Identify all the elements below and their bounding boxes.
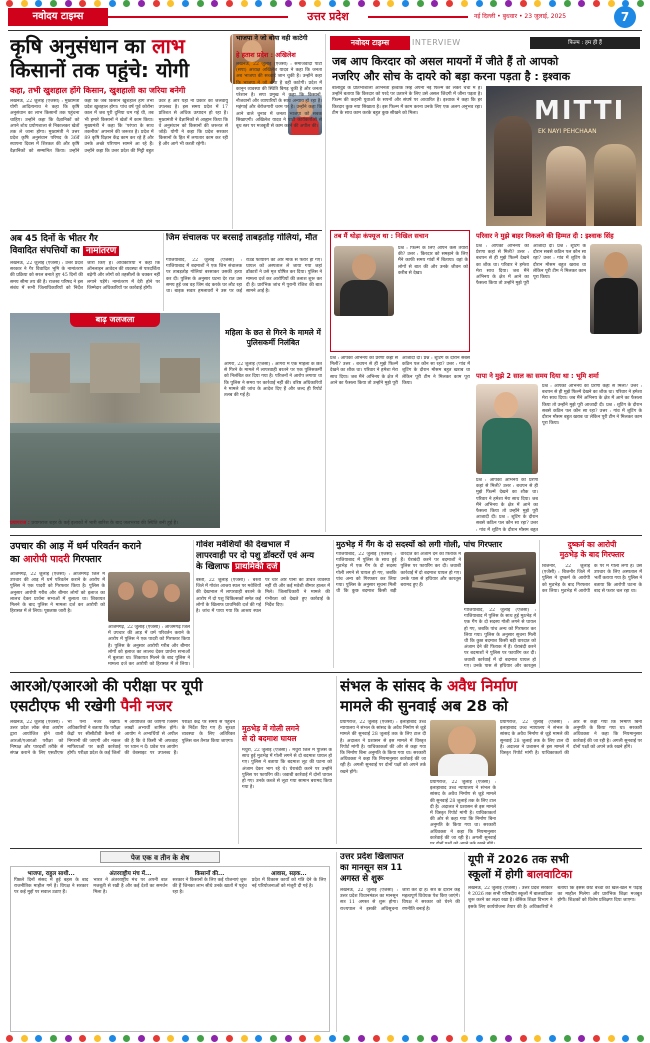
dispute-body: लखनऊ, 22 जुलाई (एजेंसी) : उत्तर प्रदेश सरकार ने गैर विवादित भूमि के नामांतरण की प्रक्रिया को सरल बनाते हुए 45 दिनों की समय सीमा तय की है। राजस्व परिषद ने इस संबंध में सभी जिलाधिकारियों को निर्देश जारी किए हैं। अधिकारियों ने कहा कि ऑनलाइन आवेदन की व्यवस्था से पारदर्शिता बढ़ेगी और लोगों को तहसीलों के चक्कर नहीं लगाने पड़ेंगे। नामांतरण में देरी होने पर जिम्मेदार अधिकारियों पर कार्रवाई होगी। [10, 261, 160, 291]
interview-qa-col3: प्रश्न : आपको अभिनय की प्रेरणा कहां से मिली? उत्तर : बचपन से ही मुझे फिल्में देखने का शौक था। परिवार ने हमेशा मेरा साथ दिया। जब मैंने अभिनय के क्षेत्र में आने का फैसला किया तो उन्होंने मुझे पूरी आजादी दी। प्रश्न : शूटिंग के दौरान सबसे कठिन पल कौन सा रहा? उत्तर : गांव में शूटिंग के दौरान मौसम बहुत खराब था लेकिन पूरी टीम ने मिलकर काम पूरा किया। [542, 384, 642, 427]
continued-title: पेज एक व तीन के शेष [100, 851, 220, 863]
lead-headline-highlight: लाभ [152, 34, 185, 58]
continued-item-body: प्रदेश में विकास कार्यों को गति देने के लिए नई परियोजनाओं को मंजूरी दी गई है। [251, 878, 326, 890]
continued-item-title: किसानों की... [194, 871, 225, 877]
bottom-color-dots [0, 1035, 650, 1043]
session-body: लखनऊ, 22 जुलाई (एजेंसी) : उत्तर प्रदेश विधानमंडल का मानसून सत्र 11 अगस्त से शुरू होगा। राज्यपाल ने इसकी अधिसूचना जारी कर दी है। सत्र के दौरान कई महत्वपूर्ण विधेयक पेश किए जाएंगे। विपक्ष ने सरकार को घेरने की रणनीति बनाई है। [340, 888, 460, 912]
cow-body: बस्ती, 22 जुलाई (एजेंसी) : बस्ती जिले में गोवंश आश्रय स्थल पर मवेशियों की देखभाल में लापरवाही बरतने के आरोप में दो पशु चिकित्सकों समेत कई लोगों के खिलाफ प्राथमिकी दर्ज की गई है। जांच में पाया गया कि आश्रय स्थल पर चारे और पानी की उचित व्यवस्था नहीं थी और कई मवेशी बीमार हालत में मिले। जिलाधिकारी ने मामले की गंभीरता को देखते हुए कार्रवाई के निर्देश दिए। [196, 578, 330, 615]
encounter-photo [464, 552, 536, 604]
sambhal-photo [430, 720, 496, 776]
session-headline-line1: उत्तर प्रदेश खिलाफत [340, 852, 404, 862]
injured-headline-line1: मुठभेड़ में गोली लगने [242, 724, 300, 733]
lead-body: लखनऊ, 22 जुलाई (एजेंसी) : मुख्यमंत्री योगी आदित्यनाथ ने कहा कि कृषि अनुसंधान का लाभ किसानों तक पहुंचना चाहिए। उन्होंने कहा कि वैज्ञानिकों को अपने शोध प्रयोगशाला से निकालकर खेतों तक ले जाना होगा। मुख्यमंत्री ने उत्तर प्रदेश कृषि अनुसंधान परिषद के 36वें स्थापना दिवस में शिरकत की और कृषि वैज्ञानिकों को सम्मानित किया। उन्होंने कहा कि जब किसान खुशहाल होंगे तभी प्रदेश खुशहाल होगा। पांच वर्ष पूर्व कोरोना काल में जब पूरी दुनिया थम गई थी, तब भी हमारे किसानों ने खेतों में काम किया। मुख्यमंत्री ने कहा कि 'परंपरा के साथ तकनीक' अपनाने की जरूरत है। प्रदेश में 89 कृषि विज्ञान केंद्र काम कर रहे हैं और उनके अच्छे परिणाम सामने आ रहे हैं। उन्होंने कहा कि उत्तर प्रदेश की मिट्टी बहुत उर्वर है और यहां नौ प्रकार की जलवायु उपलब्ध है। इस समय प्रदेश में 17 प्रतिशत से अधिक उत्पादन हो रहा है। मुख्यमंत्री ने वैज्ञानिकों से आह्वान किया कि वे अनुसंधान को किसानों की जरूरत से जोड़ें। योगी ने कहा कि प्रदेश सरकार किसानों के हित में लगातार काम कर रही है और आगे भी करती रहेगी। [10, 99, 228, 154]
col-divider-3 [193, 540, 194, 668]
cow-headline-line3: के खिलाफ [196, 562, 230, 572]
col-divider-6 [238, 720, 239, 844]
encounter-body-2: गाजियाबाद, 22 जुलाई (एजेंसी) : गाजियाबाद में पुलिस के साथ हुई मुठभेड़ में एक गैंग के दो सदस्य गोली लगने से घायल हो गए, जबकि पांच अन्य को गिरफ्तार कर लिया गया। पुलिस के अनुसार सूचना मिली थी कि कुछ बदमाश किसी बड़ी वारदात को अंजाम देने की फिराक में हैं। घेराबंदी करने पर बदमाशों ने पुलिस पर फायरिंग कर दी। जवाबी कार्रवाई में दो बदमाश घायल हो गए। उनके पास से हथियार और कारतूस [464, 608, 536, 668]
col-divider-7 [336, 676, 337, 844]
continued-item-title: आवास, सड़क... [271, 871, 307, 877]
dispute-headline-line2: विवादित संपत्तियों का [10, 246, 80, 256]
flood-label: बाढ़ जलजला [70, 313, 160, 327]
injured-body: मथुरा, 22 जुलाई (एजेंसी) : मथुरा जिले में पुलिस के साथ हुई मुठभेड़ में गोली लगने से दो बदमाश घायल हो गए। पुलिस ने बताया कि बदमाश लूट की घटना को अंजाम देकर भाग रहे थे। घेराबंदी करने पर उन्होंने पुलिस पर फायरिंग की। जवाबी कार्रवाई में दोनों घायल हो गए। उनके कब्जे से लूटा गया सामान बरामद किया गया है। [242, 748, 332, 791]
cow-headline-line2: लापरवाही पर दो पशु डॉक्टरों एवं अन्य [196, 551, 314, 561]
row-divider-4 [10, 848, 642, 849]
akhilesh-subheadline: हे हताश प्रदेश : अखिलेश [236, 51, 296, 59]
cow-headline-line1: गोवंश मवेशियों की देखभाल में [196, 540, 290, 550]
ishwak-photo [590, 244, 642, 334]
gym-headline: जिम संचालक पर बरसाई ताबड़तोड़ गोलियां, मौत [166, 233, 318, 243]
nikhil-photo [334, 246, 394, 316]
continued-item-title: अंतरराष्ट्रीय मंच में... [109, 871, 152, 877]
conversion-body-2: आजमगढ़, 22 जुलाई (एजेंसी) : आजमगढ़ जिले में उपचार की आड़ में धर्म परिवर्तन कराने के आरोप में पुलिस ने एक पादरी को गिरफ्तार किया है। पुलिस के अनुसार आरोपी गरीब और बीमार लोगों को इलाज का लालच देकर प्रार्थना सभाओं में बुलाता था। शिकायत मिलने के बाद पुलिस ने मामला दर्ज कर आरोपी को हिरासत में ले लिया। [108, 625, 190, 667]
col-divider-8 [336, 852, 337, 1032]
section-title: उत्तर प्रदेश [307, 10, 349, 23]
flood-caption-text: प्रयागराज शहर के कई इलाकों में भारी बारिश के बाद जलभराव की स्थिति बनी हुई है। [31, 521, 179, 526]
col-divider-2 [163, 233, 164, 311]
continued-item [93, 870, 167, 897]
masthead-rule-left [108, 16, 288, 18]
lead-subheadline: कहा, तभी खुशहाल होंगे किसान, खुशहाली का जरिया बनेगी [10, 86, 186, 95]
continued-item-body: सरकार ने किसानों के लिए कई योजनाएं शुरू की हैं जिनका लाभ सीधे उनके खातों में पहुंच रहा है। [172, 878, 247, 896]
date-line: नई दिल्ली • बुधवार • 23 जुलाई, 2025 [474, 13, 567, 20]
row-divider-1 [10, 230, 322, 231]
sambhal-headline [340, 676, 642, 716]
sambhal-body-1: प्रयागराज, 22 जुलाई (एजेंसी) : इलाहाबाद उच्च न्यायालय ने संभल के सांसद के अवैध निर्माण से जुड़े मामले की सुनवाई 28 जुलाई तक के लिए टाल दी है। अदालत ने प्रशासन से इस मामले में विस्तृत रिपोर्ट मांगी है। याचिकाकर्ता की ओर से कहा गया कि निर्माण बिना अनुमति के किया गया था। सरकारी अधिवक्ता ने कहा कि नियमानुसार कार्रवाई की जा रही है। अगली सुनवाई पर दोनों पक्षों को अपने तर्क रखने होंगे। [340, 720, 426, 775]
masthead-divider [8, 30, 642, 31]
bhumi-photo [476, 384, 538, 474]
flood-caption-bold: प्रयागराज : [10, 521, 30, 526]
interview-headline-line1: जब आप किरदार को असल मायनों में जीते हैं तो आपको [332, 55, 559, 68]
session-headline-line3: अगस्त से शुरू [340, 874, 384, 884]
interview-qa-col4: प्रश्न : आपको अभिनय की प्रेरणा कहां से मिली? उत्तर : बचपन से ही मुझे फिल्में देखने का शौक था। परिवार ने हमेशा मेरा साथ दिया। जब मैंने अभिनय के क्षेत्र में आने का फैसला किया तो उन्होंने मुझे पूरी आजादी दी। प्रश्न : शूटिंग के दौरान सबसे कठिन पल कौन सा रहा? उत्तर : गांव में शूटिंग के दौरान मौसम बहुत [476, 478, 538, 532]
continued-item [14, 870, 88, 897]
rape-accused-headline [542, 540, 642, 560]
encounter-body-1: गाजियाबाद, 22 जुलाई (एजेंसी) : गाजियाबाद में पुलिस के साथ हुई मुठभेड़ में एक गैंग के दो सदस्य गोली लगने से घायल हो गए, जबकि पांच अन्य को गिरफ्तार कर लिया गया। पुलिस के अनुसार सूचना मिली थी कि कुछ बदमाश किसी बड़ी वारदात को अंजाम देने की फिराक में हैं। घेराबंदी करने पर बदमाशों ने पुलिस पर फायरिंग कर दी। जवाबी कार्रवाई में दो बदमाश घायल हो गए। उनके पास से हथियार और कारतूस बरामद हुए हैं। [336, 552, 461, 595]
dispute-headline-line1: अब 45 दिनों के भीतर गैर [10, 234, 98, 244]
gym-body: गाजियाबाद, 22 जुलाई (एजेंसी) : गाजियाबाद में बदमाशों ने एक जिम संचालक पर ताबड़तोड़ गोलियां बरसाकर उसकी हत्या कर दी। पुलिस के अनुसार घटना देर रात उस समय हुई जब वह जिम बंद करके घर लौट रहा था। बाइक सवार हमलावरों ने उस पर कई राउंड फायरिंग की और मौके से फरार हो गए। घायल को अस्पताल ले जाया गया जहां डॉक्टरों ने उसे मृत घोषित कर दिया। पुलिस ने मामला दर्ज कर आरोपियों की तलाश शुरू कर दी है। प्रारंभिक जांच में पुरानी रंजिश की बात सामने आई है। [166, 258, 322, 295]
col-divider-main [325, 34, 326, 532]
sambhal-headline-line2: मामले की सुनवाई अब 28 को [340, 697, 508, 715]
dispute-headline [10, 233, 160, 257]
lead-headline-line1: कृषि अनुसंधान का [10, 34, 146, 58]
sambhal-headline-highlight: अवैध निर्माण [446, 677, 518, 695]
interview-qa-col1: प्रश्न : आपको अभिनय की प्रेरणा कहां से मिली? उत्तर : बचपन से ही मुझे फिल्में देखने का शौक था। परिवार ने हमेशा मेरा साथ दिया। जब मैंने अभिनय के क्षेत्र में आने का फैसला किया तो उन्होंने मुझे पूरी आजादी दी। प्रश्न : शूटिंग के दौरान सबसे कठिन पल कौन सा रहा? उत्तर : गांव में शूटिंग के दौरान मौसम बहुत खराब था लेकिन पूरी टीम ने मिलकर काम पूरा किया। [330, 356, 470, 386]
row-divider-3 [10, 672, 642, 673]
movie-poster [486, 86, 642, 226]
continued-item-body: भारत ने अंतरराष्ट्रीय मंच पर अपनी बात मजबूती से रखी है और कई देशों का समर्थन मिला है। [93, 878, 168, 896]
nikhil-quote-title: तब मैं थोड़ा कंफ्यूज था : निखिल सचान [334, 232, 429, 240]
col-divider-9 [464, 852, 465, 1032]
interview-headline-line2: नजरिए और सोच के दायरे को बड़ा करना पड़ता है : इश्वाक [332, 70, 571, 83]
col-divider-1 [232, 34, 233, 229]
continued-item-body: पिछले दिनों संसद में हुई बहस के बाद राजनीतिक माहौल गर्म है। विपक्ष ने सरकार पर कई मुद्दों पर सवाल उठाए हैं। [14, 878, 89, 896]
continued-item-title: भाजपा, राहुल साथी... [27, 871, 75, 877]
conversion-headline-end: गिरफ्तार [72, 554, 102, 565]
session-headline [340, 852, 460, 885]
akhilesh-headline: भाजपा ने जो बोया वही काटेगी [236, 34, 308, 42]
lead-headline-line2: किसानों तक पहुंचे: योगी [10, 58, 190, 82]
col-divider-4 [333, 540, 334, 668]
woman-headline: महिला के छत से गिरने के मामले में पुलिसकर्मी निलंबित [225, 328, 321, 347]
school-headline-line1: यूपी में 2026 तक सभी [468, 853, 569, 866]
cow-headline [196, 540, 330, 573]
ishwak-quote: परिवार ने मुझे बाहर निकलने की हिम्मत दी : इश्वाक सिंह [476, 232, 614, 240]
school-headline-line2: स्कूलों में होगी [468, 868, 524, 881]
flood-photo [10, 313, 220, 528]
conversion-body-1: आजमगढ़, 22 जुलाई (एजेंसी) : आजमगढ़ जिले में उपचार की आड़ में धर्म परिवर्तन कराने के आरोप में पुलिस ने एक पादरी को गिरफ्तार किया है। पुलिस के अनुसार आरोपी गरीब और बीमार लोगों को इलाज का लालच देकर प्रार्थना सभाओं में बुलाता था। शिकायत मिलने के बाद पुलिस ने मामला दर्ज कर आरोपी को हिरासत में ले लिया। पूछताछ जारी है। [10, 572, 105, 615]
ro-aro-headline-line1: आरओ/एआरओ की परीक्षा पर यूपी [10, 677, 203, 695]
akhilesh-body: लखनऊ, 22 जुलाई (एजेंसी) : समाजवादी पार्टी (सपा) अध्यक्ष अखिलेश यादव ने कहा कि जनता अब भाजपा की सच्चाई जान चुकी है। उन्होंने कहा कि भाजपा ने जो बोया है वही काटेगी। प्रदेश में कानून व्यवस्था की स्थिति बिगड़ चुकी है और जनता परेशान है। सपा प्रमुख ने कहा कि किसानों, नौजवानों और व्यापारियों के साथ अन्याय हो रहा है। महंगाई और बेरोजगारी चरम पर है। उन्होंने कहा कि आने वाले चुनाव में जनता भाजपा को सबक सिखाएगी। अखिलेश यादव ने पार्टी कार्यकर्ताओं से बूथ स्तर पर मजबूती से काम करने की अपील की। [236, 62, 322, 130]
rape-accused-body: बिजनौर, 22 जुलाई (एजेंसी) : बिजनौर जिले में पुलिस ने दुष्कर्म के आरोपी को मुठभेड़ के बाद गिरफ्तार कर लिया। मुठभेड़ में आरोपी के पैर में गोली लगी है। उसे उपचार के लिए अस्पताल में भर्ती कराया गया है। पुलिस ने बताया कि आरोपी घटना के बाद से फरार चल रहा था। [542, 564, 642, 594]
interview-qa-col2: प्रश्न : आपको अभिनय की प्रेरणा कहां से मिली? उत्तर : बचपन से ही मुझे फिल्में देखने का शौक था। परिवार ने हमेशा मेरा साथ दिया। जब मैंने अभिनय के क्षेत्र में आने का फैसला किया तो उन्होंने मुझे पूरी आजादी दी। प्रश्न : शूटिंग के दौरान सबसे कठिन पल कौन सा रहा? उत्तर : गांव में शूटिंग के दौरान मौसम बहुत खराब था लेकिन पूरी टीम ने मिलकर काम पूरा किया। [476, 244, 586, 287]
conversion-headline [10, 540, 190, 566]
continued-item [173, 870, 247, 897]
brand-logo: नवोदय टाइम्स [8, 8, 108, 26]
movie-poster-title: MITTI [534, 96, 626, 126]
nikhil-quote-body: प्रश्न : फिल्म के लिए आपने कैसे तैयारी की? उत्तर : किरदार को समझने के लिए मैंने काफी समय गांवों में बिताया। वहां के लोगों से बात की और उनके जीवन को करीब से देखा। [398, 246, 468, 276]
cow-headline-highlight: प्राथमिकी दर्ज [232, 562, 280, 572]
masthead-rule-right [368, 16, 468, 18]
injured-headline [242, 724, 332, 744]
injured-headline-line2: से दो बदमाश घायल [242, 734, 297, 743]
conversion-headline-highlight: आरोपी पादरी [23, 554, 70, 565]
sambhal-body-3: प्रयागराज, 22 जुलाई (एजेंसी) : इलाहाबाद उच्च न्यायालय ने संभल के सांसद के अवैध निर्माण से जुड़े मामले की सुनवाई 28 जुलाई तक के लिए टाल दी है। अदालत ने प्रशासन से इस मामले में विस्तृत रिपोर्ट मांगी है। याचिकाकर्ता की ओर से कहा गया कि निर्माण बिना अनुमति के किया गया था। सरकारी अधिवक्ता ने कहा कि नियमानुसार कार्रवाई की जा रही है। अगली सुनवाई पर दोनों पक्षों को अपने तर्क रखने होंगे। [500, 720, 642, 757]
conversion-photo [108, 572, 190, 622]
ro-aro-body: लखनऊ, 22 जुलाई (एजेंसी) : उत्तर प्रदेश लोक सेवा आयोग द्वारा आयोजित होने वाली आरओ/एआरओ परीक्षा को निष्पक्ष और पारदर्शी तरीके से संपन्न कराने के लिए एसटीएफ भी पैनी नजर रखेगी। अधिकारियों ने बताया कि परीक्षा केंद्रों पर सीसीटीवी कैमरों से निगरानी की जाएगी और नकल माफियाओं पर कड़ी कार्रवाई होगी। परीक्षा प्रदेश के कई जिलों में आयोजित की जाएगी जिसमें लाखों अभ्यर्थी शामिल होंगे। आयोग ने अभ्यर्थियों से अपील की है कि वे किसी भी अफवाह पर ध्यान न दें। प्रवेश पत्र आयोग की वेबसाइट पर उपलब्ध हैं। परीक्षा केंद्र पर समय से पहुंचने के निर्देश दिए गए हैं। सुरक्षा व्यवस्था के लिए अतिरिक्त पुलिस बल तैनात किया जाएगा। [10, 720, 235, 757]
interview-label: INTERVIEW [412, 38, 461, 47]
sambhal-body-2: प्रयागराज, 22 जुलाई (एजेंसी) : इलाहाबाद उच्च न्यायालय ने संभल के सांसद के अवैध निर्माण से जुड़े मामले की सुनवाई 28 जुलाई तक के लिए टाल दी है। अदालत ने प्रशासन से इस मामले में विस्तृत रिपोर्ट मांगी है। याचिकाकर्ता की ओर से कहा गया कि निर्माण बिना अनुमति के किया गया था। सरकारी अधिवक्ता ने कहा कि नियमानुसार कार्रवाई की जा रही है। अगली सुनवाई [430, 780, 496, 841]
ro-aro-headline [10, 676, 330, 716]
continued-item [252, 870, 326, 890]
ro-aro-headline-highlight: पैनी नजर [120, 697, 173, 715]
dispute-headline-highlight: नामांतरण [83, 246, 119, 256]
school-headline [468, 852, 642, 882]
woman-body: आगरा, 22 जुलाई (एजेंसी) : आगरा में एक महिला के छत से गिरने के मामले में लापरवाही बरतने पर एक पुलिसकर्मी को निलंबित कर दिया गया है। परिजनों ने आरोप लगाया था कि पुलिस ने समय पर कार्रवाई नहीं की। वरिष्ठ अधिकारियों ने मामले की जांच के आदेश दिए हैं और जल्द ही रिपोर्ट तलब की गई है। [224, 362, 322, 399]
col-divider-5 [539, 540, 540, 668]
ro-aro-headline-line2: एसटीएफ भी रखेगी [10, 697, 116, 715]
movie-poster-subtitle: EK NAYI PEHCHAAN [538, 128, 597, 135]
continued-columns [14, 870, 326, 1030]
interview-film-tag: फिल्म : हम ही हैं [530, 37, 640, 49]
conversion-headline-line1: उपचार की आड़ में धर्म परिवर्तन कराने [10, 541, 142, 552]
interview-headline [332, 54, 642, 84]
flood-caption [10, 520, 322, 527]
encounter-headline: मुठभेड़ में गैंग के दो सदस्यों को लगी गोली, पांच गिरफ्तार [336, 540, 503, 549]
interview-brand: नवोदय टाइम्स [330, 36, 410, 50]
row-divider-2 [10, 535, 642, 536]
rape-accused-headline-line2: मुठभेड़ के बाद गिरफ्तार [559, 550, 625, 559]
sambhal-headline-line1: संभल के सांसद के [340, 677, 442, 695]
top-color-dots [0, 0, 650, 8]
rape-accused-headline-line1: दुष्कर्म का आरोपी [567, 540, 617, 549]
session-headline-line2: का मानसून सत्र 11 [340, 863, 403, 873]
school-body: लखनऊ, 22 जुलाई (एजेंसी) : उत्तर प्रदेश सरकार ने 2026 तक सभी परिषदीय स्कूलों में बालवाटिका शुरू करने का लक्ष्य रखा है। बेसिक शिक्षा विभाग ने इसके लिए कार्ययोजना तैयार की है। अधिकारियों ने बताया कि इससे छोटे बच्चों को खेल-खेल में पढ़ाई का माहौल मिलेगा और प्रारंभिक शिक्षा मजबूत होगी। शिक्षकों को विशेष प्रशिक्षण दिया जाएगा। [468, 886, 642, 910]
conversion-headline-line2: का [10, 554, 20, 565]
school-headline-highlight: बालवाटिका [526, 868, 573, 881]
page-number: 7 [614, 6, 636, 28]
bhumi-quote: पापा ने मुझे 2 साल का समय दिया था : भूमि शर्मा [476, 372, 599, 380]
interview-body: बॉलीवुड के प्रतिभाशाली अभिनेता इश्वाक सिंह अपनी नई फिल्म को लेकर चर्चा में हैं। उन्होंने बताया कि किरदार को परदे पर उतारने के लिए उसे असल जिंदगी में जीना पड़ता है। फिल्म की कहानी युवाओं के सपनों और संघर्ष पर आधारित है। इश्वाक ने कहा कि हर किरदार कुछ नया सिखाता है। इस फिल्म में काम करना उनके लिए एक अलग अनुभव रहा। टीम के साथ काम करके बहुत कुछ सीखने को मिला। [332, 86, 482, 116]
